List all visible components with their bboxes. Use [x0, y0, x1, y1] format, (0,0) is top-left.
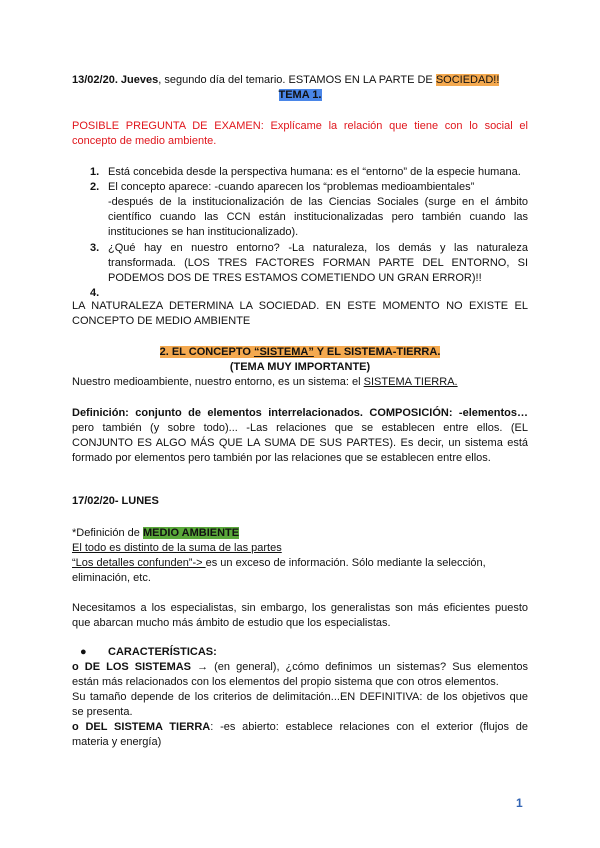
list-item-2-line-3: científico cuando las CCN están institucionalizadas pero también cuando las — [108, 211, 528, 223]
medio-line-3-rest: es un exceso de información. Sólo mediante la selección, — [205, 557, 486, 569]
page-number: 1 — [516, 796, 523, 810]
definicion-line-1 — [72, 406, 528, 421]
sistema-tierra-pre: Nuestro medioambiente, nuestro entorno, es un sistema: el — [72, 376, 364, 388]
sociedad-highlight: SOCIEDAD!! — [435, 74, 500, 86]
list-number-4: 4. — [90, 287, 100, 299]
especialistas-line-2: que abarcan mucho más ámbito de estudio que los especialistas. — [72, 617, 391, 629]
medio-line-1 — [72, 526, 528, 541]
medio-line-4: eliminación, etc. — [72, 572, 151, 584]
header-date: 13/02/20. Jueves — [72, 74, 159, 86]
naturaleza-line-2: CONCEPTO DE MEDIO AMBIENTE — [72, 315, 251, 327]
section2-title — [0, 345, 600, 360]
sistema-tierra-line — [72, 375, 528, 390]
caracteristicas-title-text: CARACTERÍSTICAS: — [108, 646, 217, 658]
definicion-line-4: formado por elementos pero también por las relaciones que se establecen entre ellos. — [72, 452, 491, 464]
caracteristicas-title — [108, 645, 528, 660]
list-item-2-line-2: -después de la institucionalización de las Ciencias Sociales (surge en el ámbito — [108, 196, 528, 208]
medio-line-2-text: El todo es distinto de la suma de las partes — [72, 542, 282, 554]
definicion-line-3: CONJUNTO ES ALGO MÁS QUE LA SUMA DE SUS PARTES). Es decir, un sistema está — [72, 437, 528, 449]
medio-line-2 — [72, 541, 528, 556]
tierra-line-2: materia y energía) — [72, 736, 162, 748]
naturaleza-line-1: LA NATURALEZA DETERMINA LA SOCIEDAD. EN ESTE MOMENTO NO EXISTE EL — [72, 300, 528, 312]
sistemas-line-4: se presenta. — [72, 706, 133, 718]
list-item-1-line-1: Está concebida desde la perspectiva humana: es el “entorno” de la especie humana. — [108, 166, 521, 178]
especialistas-line-1: Necesitamos a los especialistas, sin embargo, los generalistas son más eficientes puesto — [72, 602, 528, 614]
list-number-3: 3. — [90, 242, 100, 254]
tema-line — [0, 88, 600, 103]
header-text: , segundo día del temario. ESTAMOS EN LA PARTE DE — [158, 74, 436, 86]
exam-question-line-2: concepto de medio ambiente. — [72, 135, 217, 147]
sistemas-line-1 — [72, 660, 528, 675]
tierra-line-1 — [72, 720, 528, 735]
list-number-1: 1. — [90, 166, 100, 178]
list-item-2-line-1: El concepto aparece: -cuando aparecen los “problemas medioambientales” — [108, 181, 475, 193]
date-2 — [72, 494, 528, 509]
list-number-2: 2. — [90, 181, 100, 193]
list-item-3-line-3: PODEMOS DOS DE TRES ESTAMOS COMETIENDO UN GRAN ERROR)!! — [108, 272, 482, 284]
tierra-text: : -es abierto: establece relaciones con el exterior (flujos de — [210, 721, 528, 733]
medio-ambiente-highlight: MEDIO AMBIENTE — [142, 527, 240, 539]
sistemas-line-3: Su tamaño depende de los criterios de delimitación...EN DEFINITIVA: de los objetivos que — [72, 691, 528, 703]
section2-subtitle-text: (TEMA MUY IMPORTANTE) — [229, 361, 371, 373]
section2-term: “SISTEMA” — [253, 346, 314, 358]
medio-line-3 — [72, 556, 528, 571]
list-item-2-line-4: instituciones se han institucionalizado). — [108, 226, 299, 238]
section2-suffix: Y EL SISTEMA-TIERRA. — [313, 346, 441, 358]
header-line — [72, 73, 528, 88]
tema-highlight: TEMA 1. — [278, 89, 322, 101]
section2-prefix: 2. EL CONCEPTO — [159, 346, 254, 358]
definicion-line-1-text: Definición: conjunto de elementos interrelacionados. COMPOSICIÓN: -elementos… — [72, 407, 528, 419]
sistema-tierra-term: SISTEMA TIERRA. — [363, 376, 458, 388]
sistemas-text: → (en general), ¿cómo definimos un sistemas? Sus elementos — [191, 661, 528, 673]
bullet-icon: ● — [80, 646, 87, 658]
sistemas-line-2: están más relacionados con los elementos del propio sistema que con otros elementos. — [72, 676, 499, 688]
sistemas-label: o DE LOS SISTEMAS — [72, 661, 192, 673]
tierra-label: o DEL SISTEMA TIERRA — [72, 721, 211, 733]
medio-line-3-underlined: “Los detalles confunden”-> — [72, 557, 206, 569]
list-item-3-line-1: ¿Qué hay en nuestro entorno? -La naturaleza, los demás y las naturaleza — [108, 242, 528, 254]
date-2-text: 17/02/20- LUNES — [72, 495, 159, 507]
definicion-line-2: pero también (y sobre todo)... -Las relaciones que se establecen entre ellos. (EL — [72, 422, 528, 434]
section2-subtitle — [0, 360, 600, 375]
medio-pre: *Definición de — [72, 527, 143, 539]
list-item-3-line-2: transformada. (LOS TRES FACTORES FORMAN PARTE DEL ENTORNO, SI — [108, 257, 528, 269]
exam-question-line-1: POSIBLE PREGUNTA DE EXAMEN: Explícame la relación que tiene con lo social el — [72, 120, 528, 132]
